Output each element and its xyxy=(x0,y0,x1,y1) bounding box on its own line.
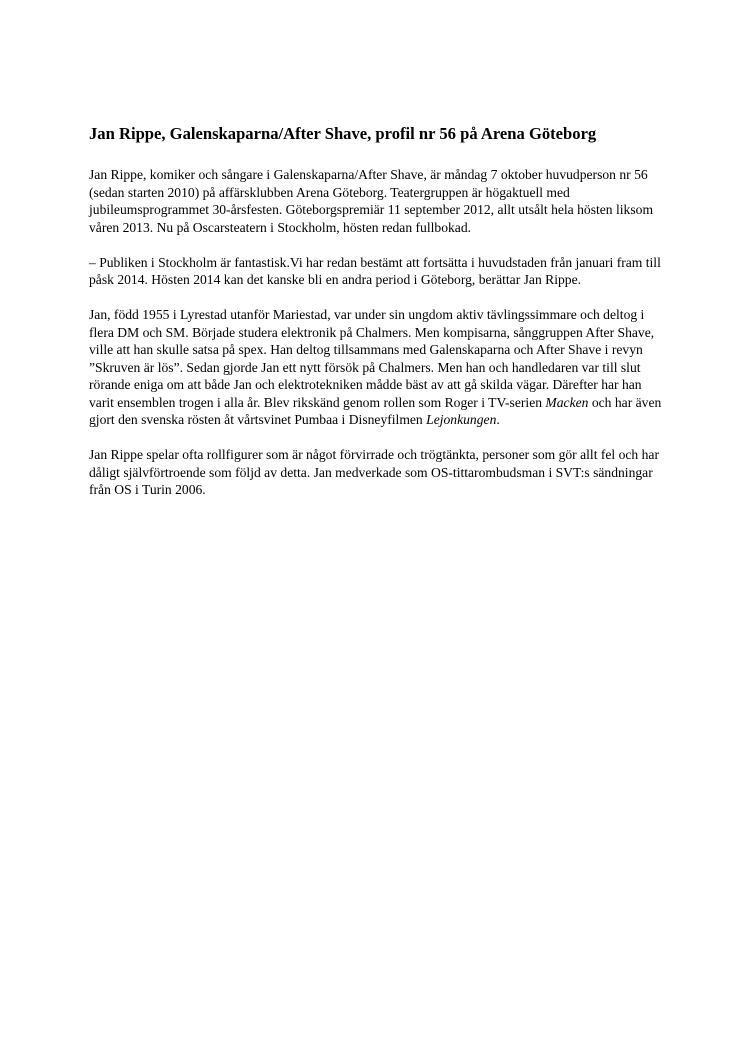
biography-text-3: . xyxy=(496,412,500,427)
biography-text-2: och har även gjort den svenska rösten åt vårtsvinet Pumbaa i Disneyfilmen xyxy=(89,394,662,427)
document-body xyxy=(89,124,669,516)
document-title: Jan Rippe, Galenskaparna/After Shave, profil nr 56 på Arena Göteborg xyxy=(89,124,597,143)
italic-title-macken: Macken xyxy=(545,394,589,410)
paragraph-quote: – Publiken i Stockholm är fantastisk.Vi har redan bestämt att fortsätta i huvudstaden från januari fram till påsk 2014. Hösten 2014 kan det kanske bli en andra period i Göteborg, berättar Jan Rippe. xyxy=(89,254,661,287)
biography-text-1: Jan, född 1955 i Lyrestad utanför Mariestad, var under sin ungdom aktiv tävlingssimmare och deltog i flera DM och SM. Började studera elektronik på Chalmers. Men kompisarna, sånggruppen After Shave, ville att han skulle satsa på spex. Han deltog tillsammans med Galenskaparna och After Shave i revyn ”Skruven är lös”. Sedan gjorde Jan ett nytt försök på Chalmers. Men han och handledaren var till slut rörande eniga om att både Jan och elektrotekniken mådde bäst av att gå skilda vägar. Därefter har han varit ensemblen trogen i alla år. Blev rikskänd genom rollen som Roger i TV-serien xyxy=(89,307,655,410)
paragraph-intro: Jan Rippe, komiker och sångare i Galenskaparna/After Shave, är måndag 7 oktober huvudperson nr 56 (sedan starten 2010) på affärsklubben Arena Göteborg. Teatergruppen är högaktuell med jubileumsprogrammet 30-årsfesten. Göteborgspremiär 11 september 2012, allt utsålt hela hösten liksom våren 2013. Nu på Oscarsteatern i Stockholm, hösten redan fullbokad. xyxy=(89,167,654,235)
italic-title-lejonkungen: Lejonkungen xyxy=(426,412,497,427)
paragraph-biography xyxy=(89,306,669,429)
paragraph-roles: Jan Rippe spelar ofta rollfigurer som är något förvirrade och trögtänkta, personer som gör allt fel och har dåligt självförtroende som följd av detta. Jan medverkade som OS-tittarombudsman i SVT:s sändningar från OS i Turin 2006. xyxy=(89,447,659,497)
